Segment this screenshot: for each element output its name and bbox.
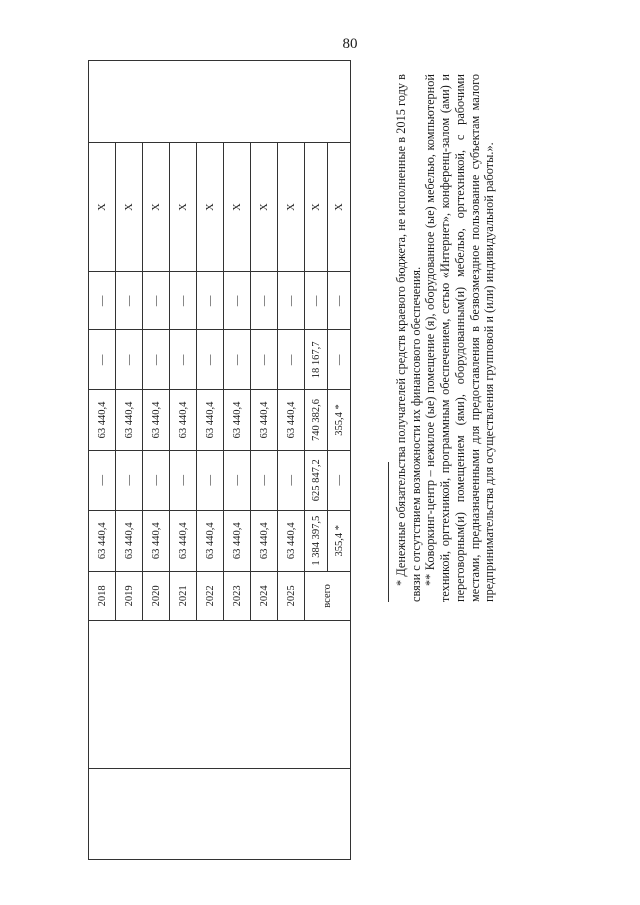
value-cell: 63 440,4	[278, 390, 305, 450]
year-cell: 2020	[143, 571, 170, 621]
value-cell: —	[328, 330, 351, 390]
empty-cell	[89, 61, 351, 143]
x-cell: Х	[328, 143, 351, 272]
value-cell: —	[89, 450, 116, 510]
value-cell: —	[224, 450, 251, 510]
year-cell: 2019	[116, 571, 143, 621]
value-cell: —	[143, 272, 170, 330]
value-cell: 63 440,4	[197, 510, 224, 571]
footnote-1: * Денежные обязательства получателей средств краевого бюджета, не исполненные в 2015 году в связи с отсутствием возможности их финансового обеспечения.	[394, 74, 423, 602]
value-cell: —	[197, 272, 224, 330]
year-cell: 2018	[89, 571, 116, 621]
x-cell: Х	[251, 143, 278, 272]
value-cell: 63 440,4	[143, 390, 170, 450]
value-cell: —	[89, 272, 116, 330]
empty-cell	[89, 768, 351, 859]
value-cell: 63 440,4	[224, 390, 251, 450]
value-cell: —	[278, 330, 305, 390]
value-cell: —	[224, 330, 251, 390]
value-cell: 63 440,4	[278, 510, 305, 571]
value-cell: —	[328, 450, 351, 510]
value-cell: —	[170, 450, 197, 510]
page-number: 80	[342, 36, 358, 52]
year-cell: 2022	[197, 571, 224, 621]
value-cell: 63 440,4	[89, 390, 116, 450]
value-cell: 63 440,4	[116, 390, 143, 450]
value-cell: —	[305, 272, 328, 330]
total-label: всего	[305, 571, 351, 621]
value-cell: 740 382,6	[305, 390, 328, 450]
year-cell: 2024	[251, 571, 278, 621]
empty-cell	[89, 621, 351, 768]
year-cell: 2023	[224, 571, 251, 621]
value-cell: 63 440,4	[170, 510, 197, 571]
value-cell: —	[170, 272, 197, 330]
value-cell: —	[328, 272, 351, 330]
year-cell: 2025	[278, 571, 305, 621]
value-cell: 63 440,4	[170, 390, 197, 450]
x-cell: Х	[170, 143, 197, 272]
value-cell: —	[278, 450, 305, 510]
value-cell: —	[224, 272, 251, 330]
value-cell: —	[116, 450, 143, 510]
value-cell: 355,4 *	[328, 390, 351, 450]
x-cell: Х	[143, 143, 170, 272]
value-cell: —	[116, 272, 143, 330]
value-cell: 63 440,4	[143, 510, 170, 571]
rotated-content	[88, 60, 528, 860]
value-cell: —	[89, 330, 116, 390]
x-cell: Х	[305, 143, 328, 272]
value-cell: —	[197, 450, 224, 510]
value-cell: —	[170, 330, 197, 390]
value-cell: 63 440,4	[89, 510, 116, 571]
table-row	[89, 61, 116, 860]
value-cell: —	[116, 330, 143, 390]
value-cell: —	[143, 450, 170, 510]
value-cell: —	[251, 330, 278, 390]
value-cell: 63 440,4	[251, 390, 278, 450]
budget-table	[88, 60, 351, 860]
value-cell: —	[278, 272, 305, 330]
value-cell: 625 847,2	[305, 450, 328, 510]
footnote-divider	[388, 462, 389, 602]
value-cell: —	[197, 330, 224, 390]
x-cell: Х	[89, 143, 116, 272]
value-cell: 355,4 *	[328, 510, 351, 571]
value-cell: —	[143, 330, 170, 390]
value-cell: 18 167,7	[305, 330, 328, 390]
value-cell: 63 440,4	[251, 510, 278, 571]
footnote-2: ** Коворкинг-центр – нежилое (ые) помещение (я), оборудованное (ые) мебелью, компьютерной техникой, оргтехникой, программным обеспечением, сетью «Интернет», конференц-залом (ами) и переговорным(и) помещением (ями), оборудованным(и) мебелью, оргтехникой, с рабочими местами, предназначенными для предоставления в безвозмездное пользование субъектам малого предпринимательства для осуществления групповой и (или) индивидуальной работы.».	[423, 74, 497, 602]
value-cell: 63 440,4	[116, 510, 143, 571]
value-cell: —	[251, 450, 278, 510]
footnotes	[394, 74, 497, 602]
x-cell: Х	[116, 143, 143, 272]
value-cell: 63 440,4	[224, 510, 251, 571]
value-cell: 1 384 397,5	[305, 510, 328, 571]
year-cell: 2021	[170, 571, 197, 621]
value-cell: 63 440,4	[197, 390, 224, 450]
x-cell: Х	[197, 143, 224, 272]
x-cell: Х	[224, 143, 251, 272]
x-cell: Х	[278, 143, 305, 272]
value-cell: —	[251, 272, 278, 330]
